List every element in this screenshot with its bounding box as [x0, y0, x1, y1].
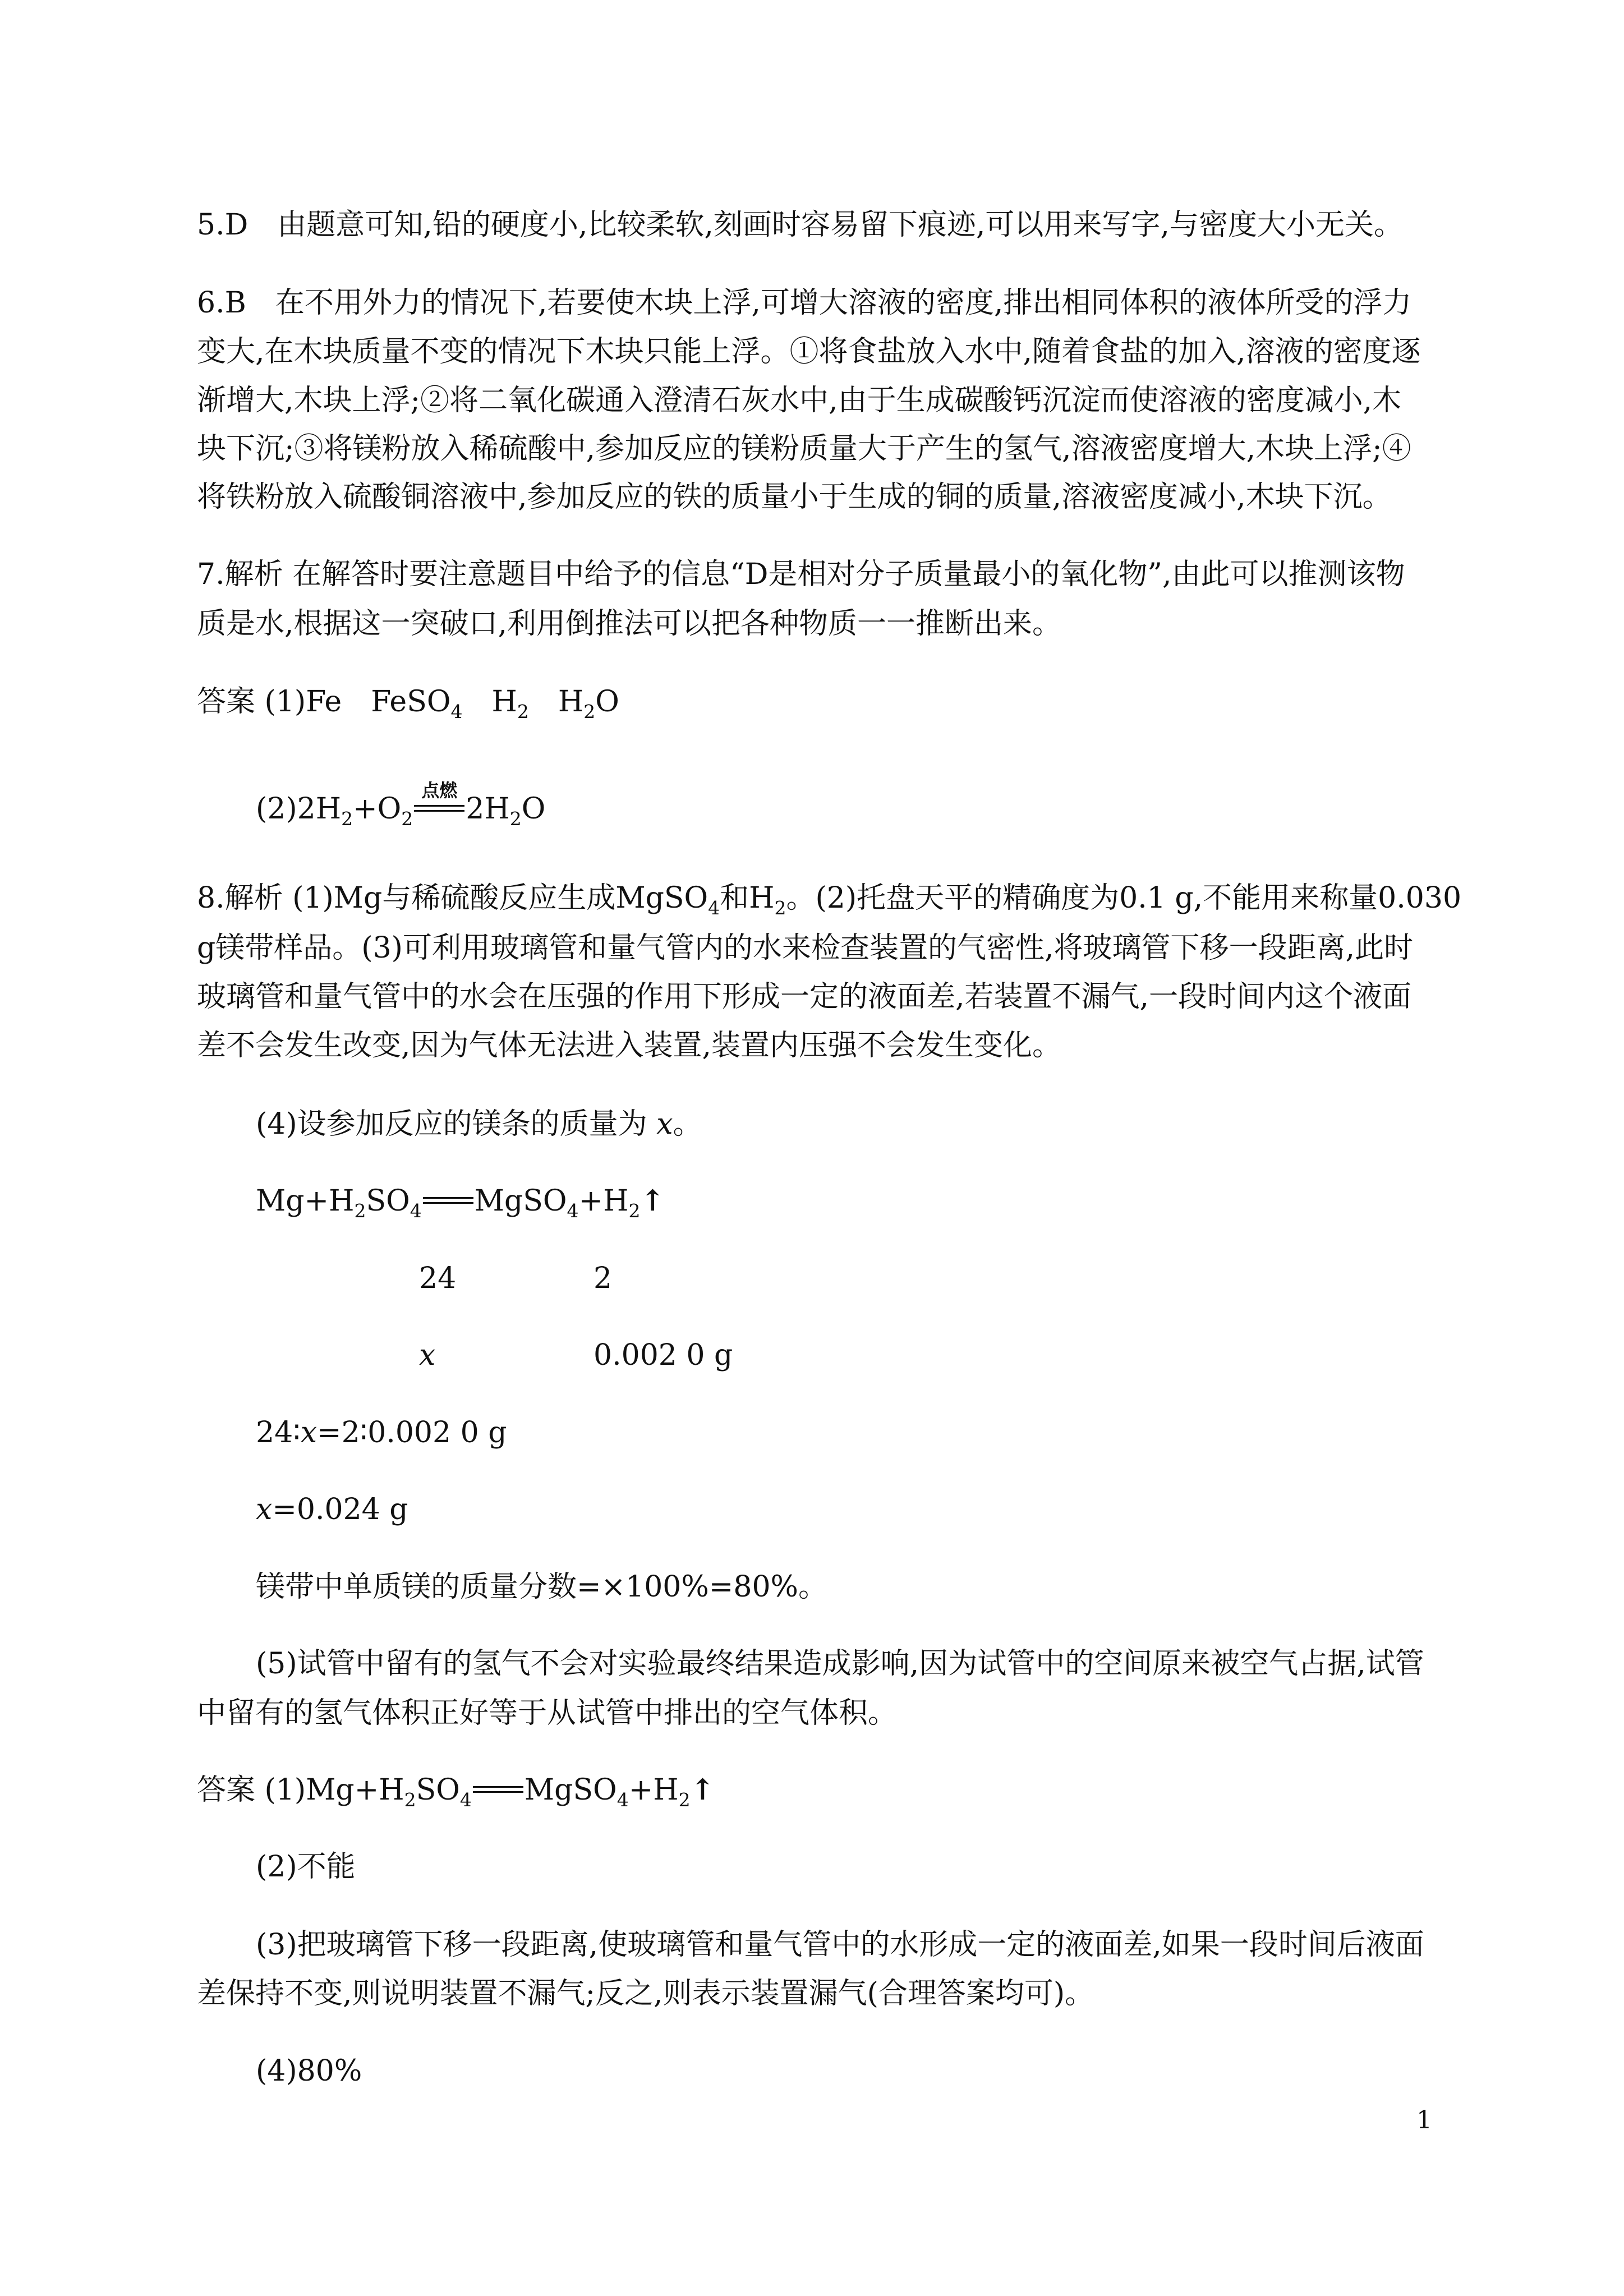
- answer-7-answer-1: 答案 (1)Fe FeSO$_4$ $H_2$ $H_2O$: [197, 685, 619, 723]
- answer-7-equation: $(2)2H_2+O_2$ 点燃 $2H_2O$: [256, 780, 546, 830]
- answer-8-result: x=0.024 g: [256, 1493, 408, 1526]
- answer-8-analysis-line-4: 差不会发生改变,因为气体无法进入装置,装置内压强不会发生变化。: [197, 1029, 1062, 1062]
- gas-arrow-icon: ↑: [690, 1773, 715, 1807]
- answer-5: 5.D 由题意可知,铅的硬度小,比较柔软,刻画时容易留下痕迹,可以用来写字,与密度大小无关。: [197, 208, 1403, 242]
- answer-6-line-4: 块下沉;③将镁粉放入稀硫酸中,参加反应的镁粉质量大于产生的氢气,溶液密度增大,木块上浮;④: [197, 432, 1411, 466]
- answer-7-analysis-line-1: 7.解析 在解答时要注意题目中给予的信息“D是相对分子质量最小的氧化物”,由此可以推测该物: [197, 558, 1405, 591]
- reaction-equals-sign: [423, 1197, 473, 1205]
- answer-8-mass-fraction: 镁带中单质镁的质量分数=×100%=80%。: [256, 1570, 827, 1604]
- answer-8-step-4: (4)设参加反应的镁条的质量为 x。: [256, 1107, 702, 1141]
- answer-8-step-5-line-2: 中留有的氢气体积正好等于从试管中排出的空气体积。: [197, 1696, 898, 1730]
- answer-8-answer-2: (2)不能: [256, 1850, 356, 1884]
- answer-8-ratio: 24∶x=2∶0.002 0 g: [256, 1416, 507, 1450]
- answer-8-equation: $Mg+H_2SO_4$ $MgSO_4+H_2↑$: [256, 1176, 1490, 1229]
- answer-6-line-3: 渐增大,木块上浮;②将二氧化碳通入澄清石灰水中,由于生成碳酸钙沉淀而使溶液的密度减小,木: [197, 384, 1402, 417]
- gas-arrow-icon: ↑: [640, 1184, 665, 1218]
- answer-7-analysis-line-2: 质是水,根据这一突破口,利用倒推法可以把各种物质一一推断出来。: [197, 607, 1062, 641]
- answer-8-analysis-line-1: 8.解析 (1)Mg与稀硫酸反应生成MgSO$_4$和$H_2$。(2)托盘天平的精确度为0.1 g,不能用来称量0.030: [197, 881, 1462, 919]
- answer-8-answer-1: 答案 $(1)Mg+H_2SO_4$ $MgSO_4+H_2↑$: [197, 1765, 1431, 1818]
- answer-8-answer-3-line-1: (3)把玻璃管下移一段距离,使玻璃管和量气管中的水形成一定的液面差,如果一段时间后液面: [256, 1928, 1424, 1962]
- answer-8-analysis-line-3: 玻璃管和量气管中的水会在压强的作用下形成一定的液面差,若装置不漏气,一段时间内这个液面: [197, 980, 1412, 1014]
- document-page: 5.D 由题意可知,铅的硬度小,比较柔软,刻画时容易留下痕迹,可以用来写字,与密度大小无关。 6.B 在不用外力的情况下,若要使木块上浮,可增大溶液的密度,排出相同体积的液体所受的浮力 变大,在木块质量不变的情况下木块只能上浮。①将食盐放入水中,随着食盐的加入,溶液的密度逐 渐增大,木块上浮;②将二氧化碳通入澄清石灰水中,由于生成碳酸钙沉淀而使溶液的密度减小,木 块下沉;③将镁粉放入稀硫酸中,参加反应的镁粉质量大于产生的氢气,溶液密度增大,木块上浮;④ 将铁粉放入硫酸铜溶液中,参加反应的铁的质量小于生成的铜的质量,溶液密度减小,木块下沉。 7.解析 在解答时要注意题目中给予的信息“D是相对分子质量最小的氧化物”,由此可以推测该物 质是水,根据这一突破口,利用倒推法可以把各种物质一一推断出来。 答案 (1)Fe FeSO$_4$ $H_2$ $H_2O$ $(2)2H_2+O_2$ 点燃 $2H_2O$ 8.解析 (1)Mg与稀硫酸反应生成MgSO$_4$和$H_2$。(2)托盘天平的精确度为0.1 g,不能用来称量0.030 g镁带样品。(3)可利用玻璃管和量气管内的水来检查装置的气密性,将玻璃管下移一段距离,此时 玻璃管和量气管中的水会在压强的作用下形成一定的液面差,若装置不漏气,一段时间内这个液面 差不会发生改变,因为气体无法进入装置,装置内压强不会发生变化。 (4)设参加反应的镁条的质量为 x。 $Mg+H_2SO_4$ $MgSO_4+H_2↑$ 24 2 x 0.002 0 g 24∶x=2∶0.002 0 g x=0.024 g 镁带中单质镁的质量分数=×100%=80%。 (5)试管中留有的氢气不会对实验最终结果造成影响,因为试管中的空间原来被空气占据,试管 中留有的氢气体积正好等于从试管中排出的空气体积。 答案 $(1)Mg+H_2SO_4$ $MgSO_4+H_2↑$ (2)不能 (3)把玻璃管下移一段距离,使玻璃管和量气管中的水形成一定的液面差,如果一段时间后液面 差保持不变,则说明装置不漏气;反之,则表示装置漏气(合理答案均可)。 (4)80% 1: [0, 0, 1624, 2296]
- answer-8-answer-3-line-2: 差保持不变,则说明装置不漏气;反之,则表示装置漏气(合理答案均可)。: [197, 1977, 1094, 2010]
- answer-6-line-5: 将铁粉放入硫酸铜溶液中,参加反应的铁的质量小于生成的铜的质量,溶液密度减小,木块下沉。: [197, 480, 1392, 514]
- answer-8-answer-4: (4)80%: [256, 2054, 362, 2088]
- answer-6-line-2: 变大,在木块质量不变的情况下木块只能上浮。①将食盐放入水中,随着食盐的加入,溶液的密度逐: [197, 335, 1421, 369]
- answer-8-step-5-line-1: (5)试管中留有的氢气不会对实验最终结果造成影响,因为试管中的空间原来被空气占据,试管: [256, 1647, 1424, 1681]
- reaction-condition: 点燃: [421, 780, 458, 801]
- reaction-equals-sign: [414, 780, 464, 813]
- answer-8-analysis-line-2: g镁带样品。(3)可利用玻璃管和量气管内的水来检查装置的气密性,将玻璃管下移一段距离,此时: [197, 931, 1414, 965]
- answer-6-line-1: 6.B 在不用外力的情况下,若要使木块上浮,可增大溶液的密度,排出相同体积的液体所受的浮力: [197, 286, 1412, 320]
- reaction-equals-sign: [473, 1786, 523, 1794]
- page-number: 1: [1416, 2106, 1432, 2134]
